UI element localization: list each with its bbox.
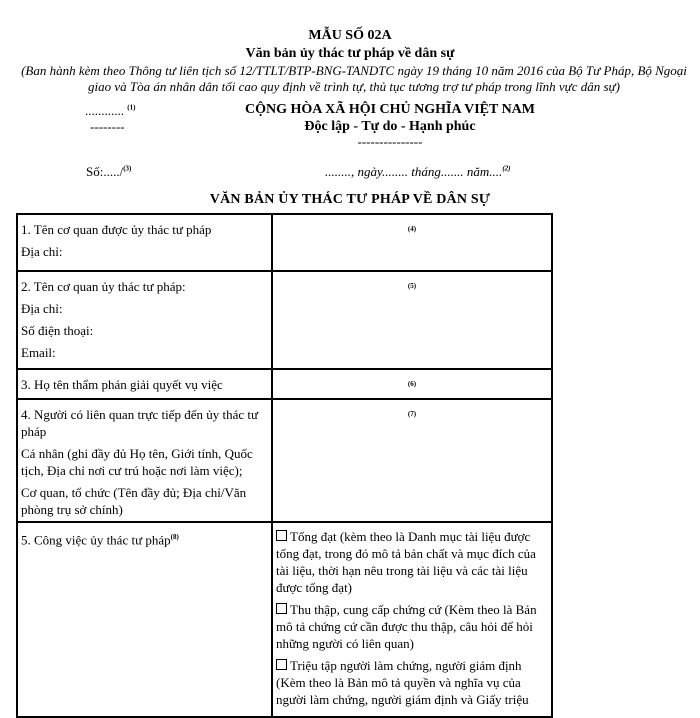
- note-marker-7: (7): [407, 410, 417, 418]
- related-individual-label: Cá nhân (ghi đầy đủ Họ tên, Giới tính, Quốc tịch, Địa chỉ nơi cư trú hoặc nơi làm việc);: [21, 446, 253, 478]
- document-subtitle: Văn bản ủy thác tư pháp về dân sự: [245, 46, 455, 61]
- form-row-label-cell: [17, 214, 272, 271]
- checkbox-icon[interactable]: [276, 603, 287, 614]
- entrusting-agency-address-label: Địa chỉ:: [21, 301, 63, 316]
- issuing-authority-placeholder: [85, 103, 135, 119]
- option-summon-witness[interactable]: [276, 657, 547, 708]
- entrusting-agency-value-cell[interactable]: [272, 271, 552, 369]
- receiving-agency-label: 1. Tên cơ quan được ủy thác tư pháp: [21, 222, 212, 237]
- motto-rule: ---------------: [357, 134, 423, 149]
- nation-title: CỘNG HÒA XÃ HỘI CHỦ NGHĨA VIỆT NAM: [244, 102, 535, 117]
- checkbox-icon[interactable]: [276, 659, 287, 670]
- form-row-label-cell: [17, 399, 272, 522]
- note-marker-4: (4): [407, 225, 417, 233]
- option-collect-evidence-text: Thu thập, cung cấp chứng cứ (Kèm theo là Bản mô tả chứng cứ cần được thu thập, câu hỏi để hỏi những người có liên quan): [276, 602, 537, 651]
- date-line-text: ........, ngày........ tháng....... năm....: [325, 164, 503, 179]
- date-note-marker: (2): [502, 164, 511, 173]
- document-number-text: Số:...../: [86, 164, 124, 179]
- form-code: MẪU SỐ 02A: [308, 28, 392, 43]
- note-marker-5: (5): [407, 282, 417, 290]
- note-marker-6: (6): [407, 380, 417, 388]
- entrusted-work-label-text: 5. Công việc ủy thác tư pháp: [21, 532, 171, 548]
- authority-note-marker: (1): [127, 103, 136, 112]
- form-row-entrusting-agency: [17, 271, 552, 369]
- authority-dots: ............: [85, 103, 124, 118]
- related-persons-label: 4. Người có liên quan trực tiếp đến ủy thác tư pháp: [21, 407, 259, 439]
- document-number: [86, 164, 131, 180]
- form-row-label-cell: [17, 369, 272, 399]
- entrusted-work-options-cell: [272, 522, 552, 717]
- option-collect-evidence[interactable]: [276, 601, 547, 652]
- national-motto: Độc lập - Tự do - Hạnh phúc: [304, 119, 476, 134]
- judge-name-value-cell[interactable]: [272, 369, 552, 399]
- checkbox-icon[interactable]: [276, 530, 287, 541]
- judge-name-label: 3. Họ tên thẩm phán giải quyết vụ việc: [21, 377, 223, 392]
- related-persons-value-cell[interactable]: [272, 399, 552, 522]
- form-table: [16, 213, 553, 718]
- receiving-agency-value-cell[interactable]: [272, 214, 552, 271]
- entrusting-agency-email-label: Email:: [21, 345, 56, 360]
- option-summon-witness-text: Triệu tập người làm chứng, người giám định (Kèm theo là Bản mô tả quyền và nghĩa vụ của người làm chứng, người giám định và Giấy triệu: [276, 658, 529, 707]
- related-organization-label: Cơ quan, tổ chức (Tên đầy đủ; Địa chỉ/Văn phòng trụ sở chính): [21, 485, 247, 517]
- form-row-related-persons: [17, 399, 552, 522]
- entrusted-work-label: [21, 529, 267, 548]
- form-row-entrusted-work: [17, 522, 552, 717]
- authority-separator: --------: [90, 119, 125, 134]
- receiving-agency-address-label: Địa chỉ:: [21, 244, 63, 259]
- entrusting-agency-label: 2. Tên cơ quan ủy thác tư pháp:: [21, 279, 186, 294]
- entrusting-agency-phone-label: Số điện thoại:: [21, 323, 94, 338]
- main-title: VĂN BẢN ỦY THÁC TƯ PHÁP VỀ DÂN SỰ: [209, 192, 491, 207]
- form-row-label-cell: [17, 271, 272, 369]
- note-marker-8: (8): [170, 533, 179, 541]
- option-serve-documents[interactable]: [276, 528, 547, 596]
- form-row-receiving-agency: [17, 214, 552, 271]
- document-number-note-marker: (3): [123, 164, 132, 173]
- form-row-label-cell: [17, 522, 272, 717]
- date-line: [325, 164, 510, 180]
- form-row-judge: [17, 369, 552, 399]
- option-serve-documents-text: Tống đạt (kèm theo là Danh mục tài liệu được tống đạt, trong đó mô tả bản chất và mục đích của tài liệu, thời hạn nêu trong tài liệu và các tài liệu được tống đạt): [276, 529, 536, 595]
- issuance-note: (Ban hành kèm theo Thông tư liên tịch số 12/TTLT/BTP-BNG-TANDTC ngày 19 tháng 10 năm 2016 của Bộ Tư Pháp, Bộ Ngoại giao và Tòa án nhân dân tối cao quy định về trình tự, thủ tục tương trợ tư pháp trong lĩnh vực dân sự): [21, 63, 687, 94]
